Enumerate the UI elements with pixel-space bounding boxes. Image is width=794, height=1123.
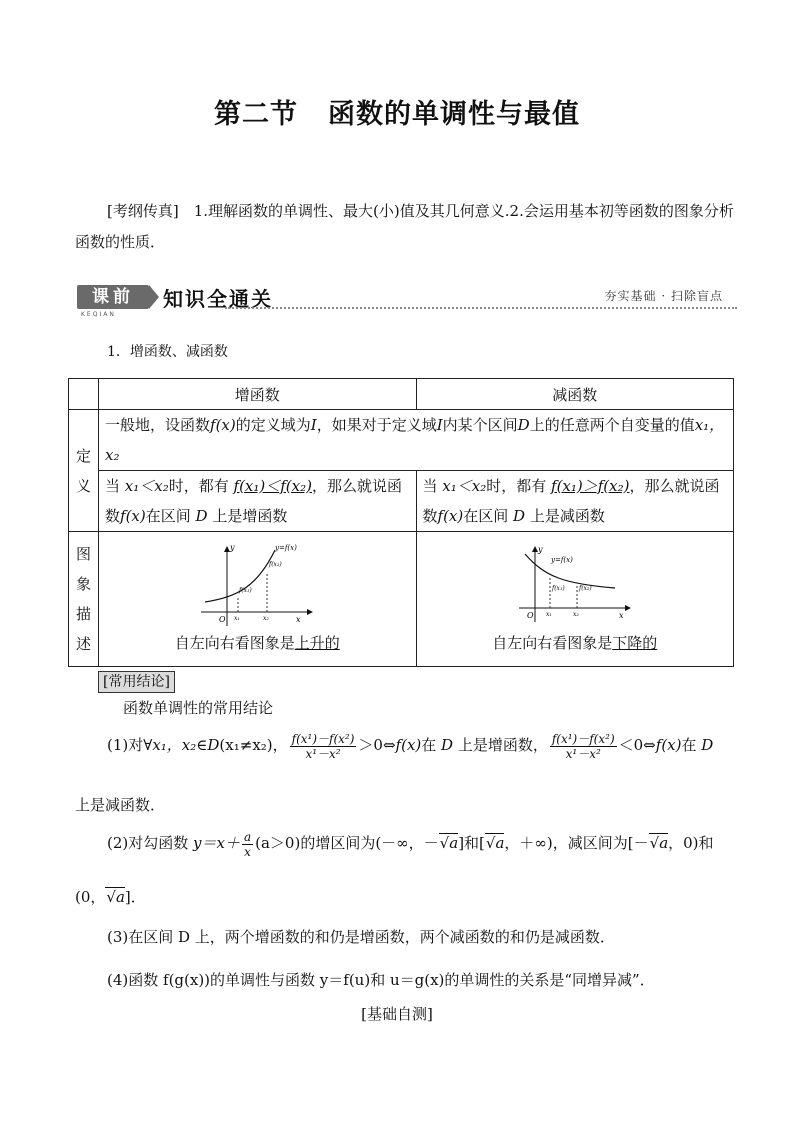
banner-box: 课前 [77,285,149,309]
caption-increasing: 自左向右看图象是上升的 [174,633,340,652]
svg-text:y: y [230,542,235,552]
svg-text:x₂: x₂ [263,614,270,622]
label-graph: 图 象 描 述 [69,532,99,667]
common-conclusions-intro: 函数单调性的常用结论 [123,699,274,717]
svg-text:x₁: x₁ [545,610,552,618]
conclusion-1: (1)对∀x₁，x₂∈D(x₁≠x₂)， $\frac{\text{f(x¹)－f(x²)}}{\text{x¹－x²}}$ ＞0⇔f(x)在 D 上是增函数， $\frac{\text{f(x¹)－f(x²)}}{\text{x¹－x²}}$ ＜0⇔f(x)在 D [107,731,714,761]
svg-text:x₂: x₂ [572,610,579,618]
section-banner [75,282,737,322]
svg-text:y=f(x): y=f(x) [550,555,573,564]
label-definition: 定 义 [69,410,99,532]
conclusion-3: (3)在区间 D 上，两个增函数的和仍是增函数，两个减函数的和仍是减函数． [107,928,615,946]
monotonic-function-table [68,378,734,667]
syllabus-tag: [考纲传真] [107,202,179,220]
graph-increasing-cell [99,532,417,667]
svg-text:O: O [526,610,534,620]
decreasing-graph [515,542,635,632]
svg-text:x₁: x₁ [234,614,241,622]
svg-text:O: O [219,614,226,624]
svg-text:y=f(x): y=f(x) [275,543,298,552]
header-increasing: 增函数 [99,379,417,410]
header-decreasing: 减函数 [416,379,734,410]
svg-text:f(x₂): f(x₂) [269,560,282,568]
definition-common: 一般地，设函数f(x)的定义域为I，如果对于定义域I内某个区间D上的任意两个自变量的值x₁，x₂ [99,410,734,471]
graph-decreasing-cell [416,532,734,667]
page-title: 第二节 函数的单调性与最值 [214,99,580,130]
conclusion-2-tail: (0，√ a]． [75,882,146,913]
svg-text:f(x₁): f(x₁) [551,584,565,592]
definition-increasing: 当 x₁＜x₂时，都有 f(x₁)＜f(x₂)，那么就说函数f(x)在区间 D 上是增函数 [99,471,417,532]
banner-pinyin: KEQIAN [81,311,116,318]
common-conclusions-tag: [常用结论] [98,671,175,693]
increasing-graph [197,542,317,632]
banner-title: 知识全通关 [163,287,273,311]
conclusion-2: (2)对勾函数 y＝x＋ $\frac{a}{x}$ (a＞0)的增区间为(－∞，－√ a]和[√ a，＋∞)，减区间为[－√ a，0)和 [75,828,735,859]
svg-text:y: y [537,544,543,554]
syllabus-paragraph: [考纲传真] 1.理解函数的单调性、最大(小)值及其几何意义.2.会运用基本初等函数的图象分析函数的性质． [75,202,734,251]
section-heading: 1．增函数、减函数 [107,344,228,360]
caption-decreasing: 自左向右看图象是下降的 [492,633,658,652]
svg-text:x: x [618,610,624,620]
svg-text:x: x [296,614,301,624]
conclusion-4: (4)函数 f(g(x))的单调性与函数 y＝f(u)和 u＝g(x)的单调性的关系是“同增异减”． [107,971,655,989]
banner-tagline: 夯实基础 · 扫除盲点 [604,289,723,303]
svg-text:f(x₁): f(x₁) [239,586,252,594]
self-test-heading: [基础自测] [361,1005,433,1023]
banner-divider [225,307,737,309]
svg-text:f(x₂): f(x₂) [578,584,592,592]
conclusion-1-tail: 上是减函数． [75,796,166,814]
definition-decreasing: 当 x₁＜x₂时，都有 f(x₁)＞f(x₂)，那么就说函数f(x)在区间 D 上是减函数 [416,471,734,532]
